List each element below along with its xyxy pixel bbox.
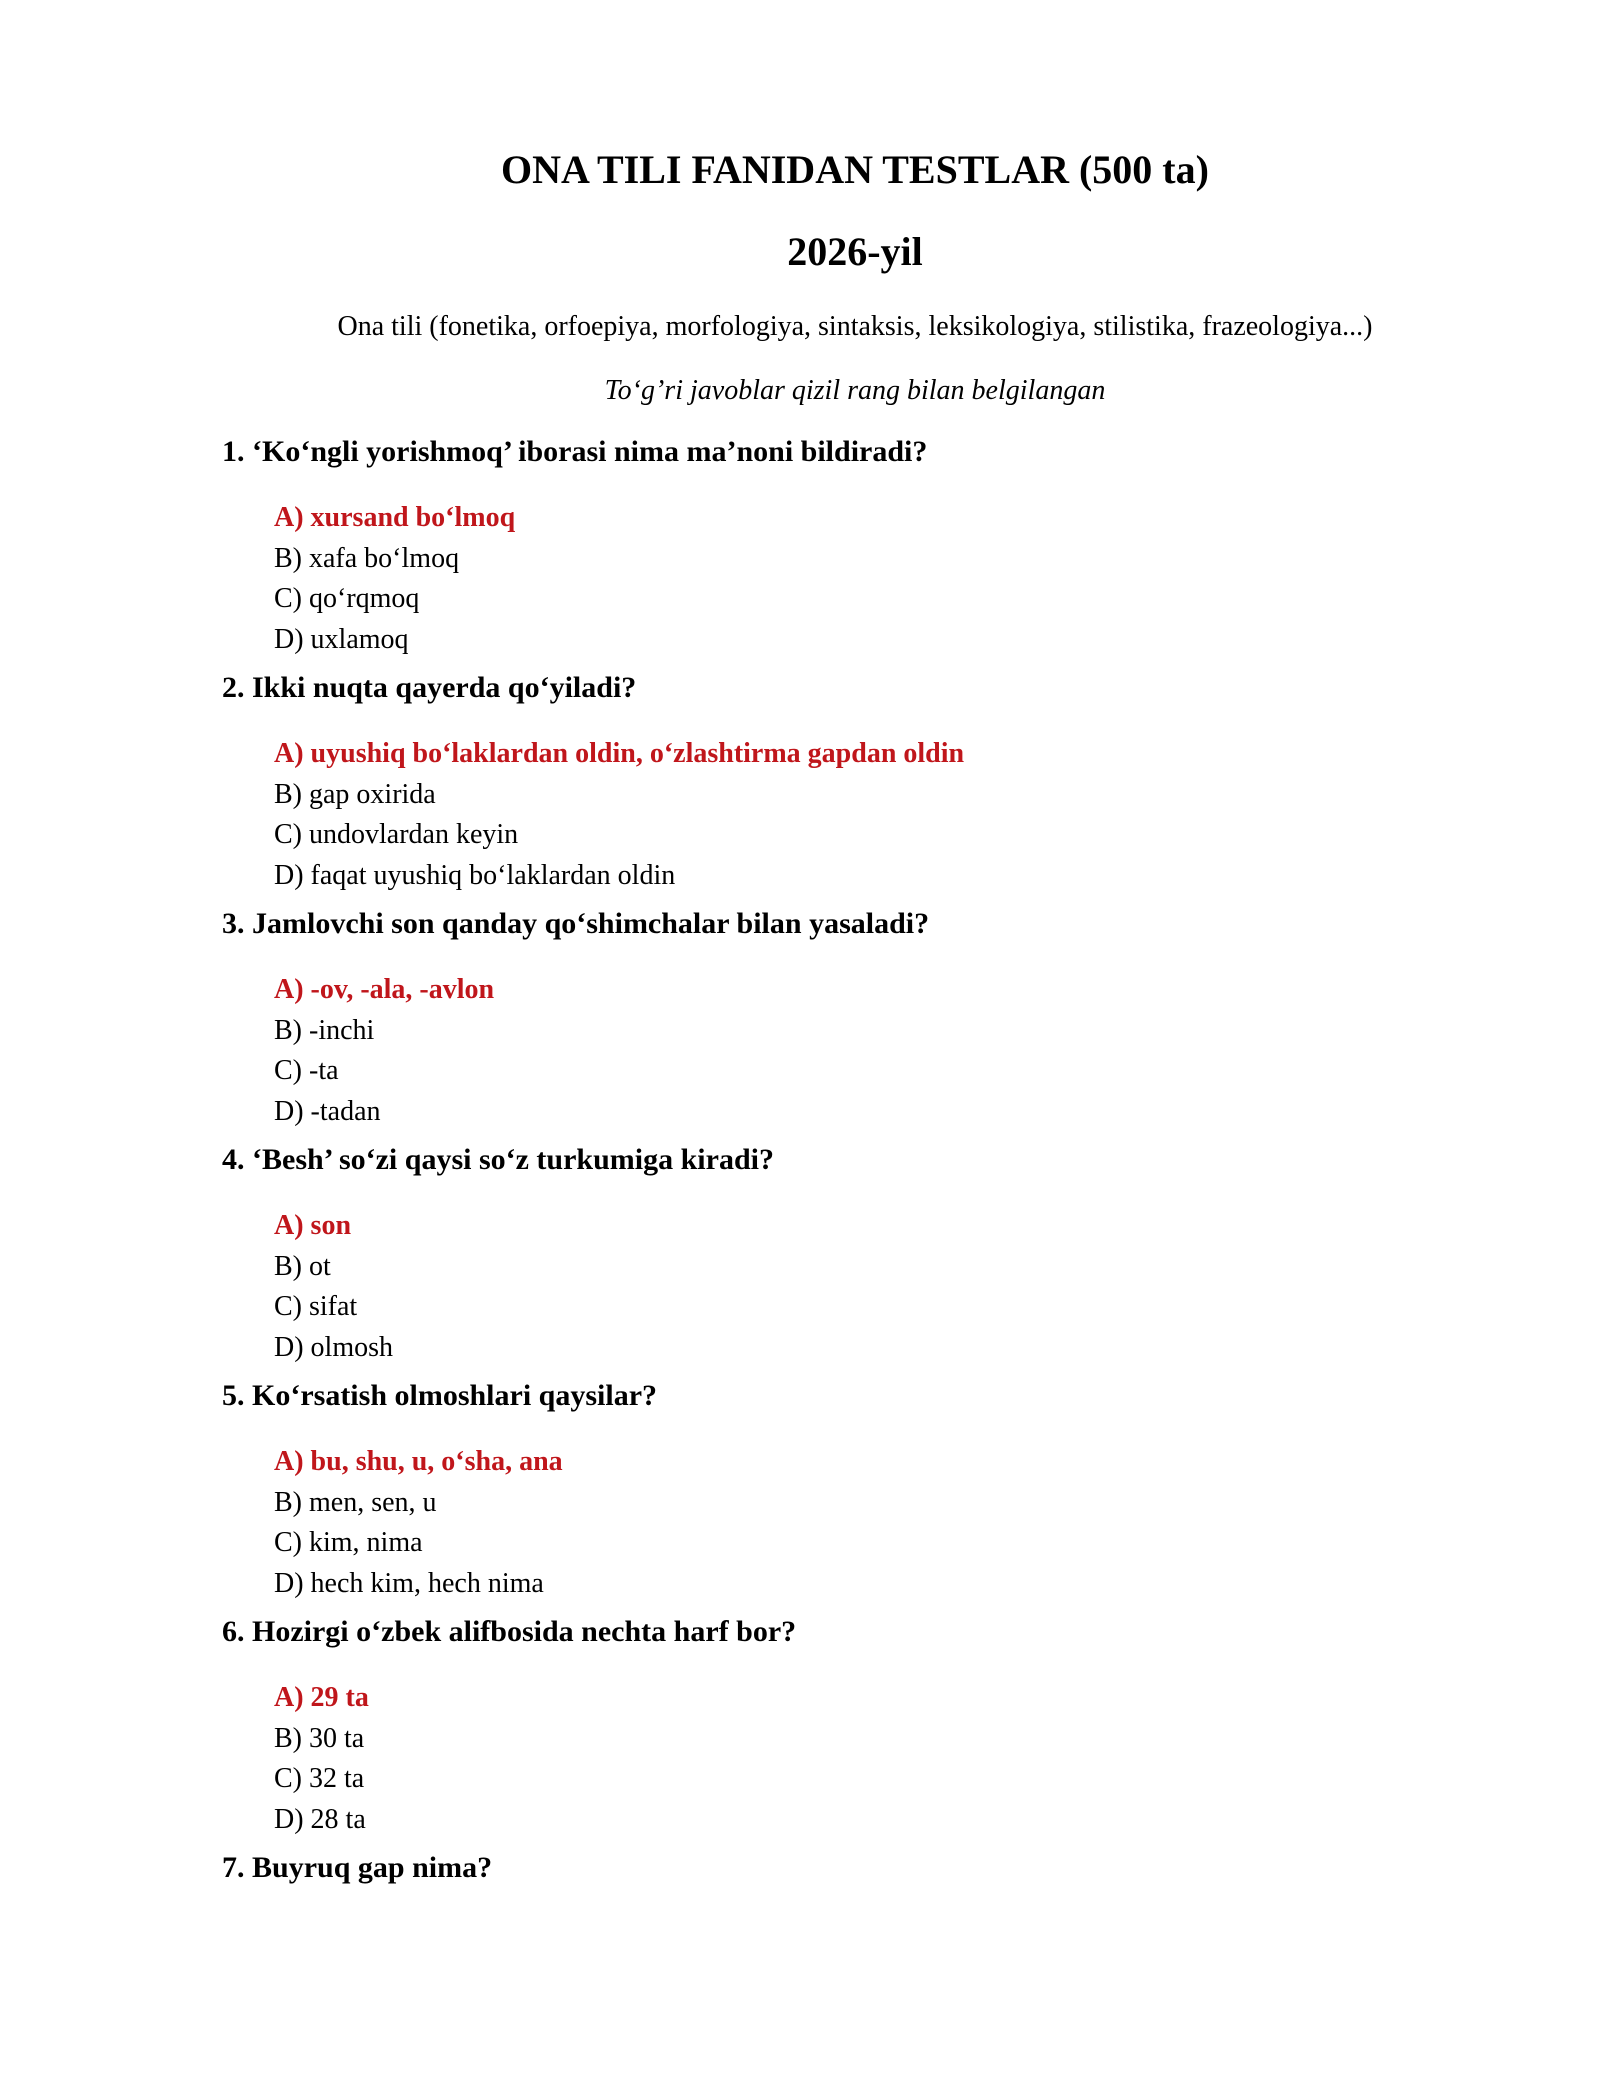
- answer-option: C) -ta: [274, 1055, 339, 1086]
- question-item: [222, 1614, 1522, 1850]
- question-text: 1. ‘Ko‘ngli yorishmoq’ iborasi nima ma’noni bildiradi?: [222, 435, 928, 468]
- answer-option: C) kim, nima: [274, 1527, 423, 1558]
- correct-answer-option: A) xursand bo‘lmoq: [274, 502, 516, 533]
- question-item: [222, 670, 1522, 906]
- question-item: [222, 906, 1522, 1142]
- answer-option: D) uxlamoq: [274, 623, 409, 655]
- answer-options: [274, 1442, 1522, 1604]
- answer-option: B) men, sen, u: [274, 1486, 437, 1518]
- correct-answer-option: A) uyushiq bo‘laklardan oldin, o‘zlashtirma gapdan oldin: [274, 738, 965, 769]
- answer-option: D) 28 ta: [274, 1803, 366, 1835]
- answer-options: [274, 498, 1522, 660]
- answer-options: [274, 970, 1522, 1132]
- answer-option: D) olmosh: [274, 1331, 393, 1363]
- document-subtitle: Ona tili (fonetika, orfoepiya, morfologiya, sintaksis, leksikologiya, stilistika, frazeologiya...): [337, 311, 1373, 342]
- question-text: 2. Ikki nuqta qayerda qo‘yiladi?: [222, 671, 637, 704]
- correct-answer-option: A) -ov, -ala, -avlon: [274, 974, 495, 1005]
- question-list: [222, 434, 1522, 2086]
- answer-option: D) hech kim, hech nima: [274, 1567, 544, 1599]
- correct-answer-option: A) son: [274, 1210, 352, 1241]
- correct-answer-option: A) 29 ta: [274, 1682, 369, 1713]
- question-text: 3. Jamlovchi son qanday qo‘shimchalar bilan yasaladi?: [222, 907, 930, 940]
- document-title: ONA TILI FANIDAN TESTLAR (500 ta): [501, 147, 1209, 192]
- question-text: 7. Buyruq gap nima?: [222, 1851, 493, 1884]
- answer-option: C) undovlardan keyin: [274, 819, 519, 850]
- question-item: [222, 1142, 1522, 1378]
- answer-option: B) xafa bo‘lmoq: [274, 542, 460, 574]
- answer-options: [274, 1206, 1522, 1368]
- answer-option: D) -tadan: [274, 1095, 381, 1127]
- document-year: 2026-yil: [787, 229, 923, 274]
- answer-option: B) gap oxirida: [274, 778, 436, 810]
- answer-options: [274, 734, 1522, 896]
- answer-option: C) sifat: [274, 1291, 358, 1322]
- correct-answer-option: A) bu, shu, u, o‘sha, ana: [274, 1446, 563, 1477]
- question-text: 5. Ko‘rsatish olmoshlari qaysilar?: [222, 1379, 658, 1412]
- question-text: 4. ‘Besh’ so‘zi qaysi so‘z turkumiga kiradi?: [222, 1143, 774, 1176]
- question-item: [222, 434, 1522, 670]
- question-item: [222, 1378, 1522, 1614]
- answer-option: C) qo‘rqmoq: [274, 583, 420, 614]
- question-text: 6. Hozirgi o‘zbek alifbosida nechta harf bor?: [222, 1615, 797, 1648]
- answer-option: B) -inchi: [274, 1014, 375, 1046]
- answer-option: C) 32 ta: [274, 1763, 365, 1794]
- question-item: [222, 1850, 1522, 2086]
- answer-option: B) 30 ta: [274, 1722, 365, 1754]
- answer-option: D) faqat uyushiq bo‘laklardan oldin: [274, 859, 676, 891]
- answer-options: [274, 1678, 1522, 1840]
- answer-key-note: To‘g’ri javoblar qizil rang bilan belgilangan: [604, 375, 1106, 406]
- answer-option: B) ot: [274, 1250, 331, 1282]
